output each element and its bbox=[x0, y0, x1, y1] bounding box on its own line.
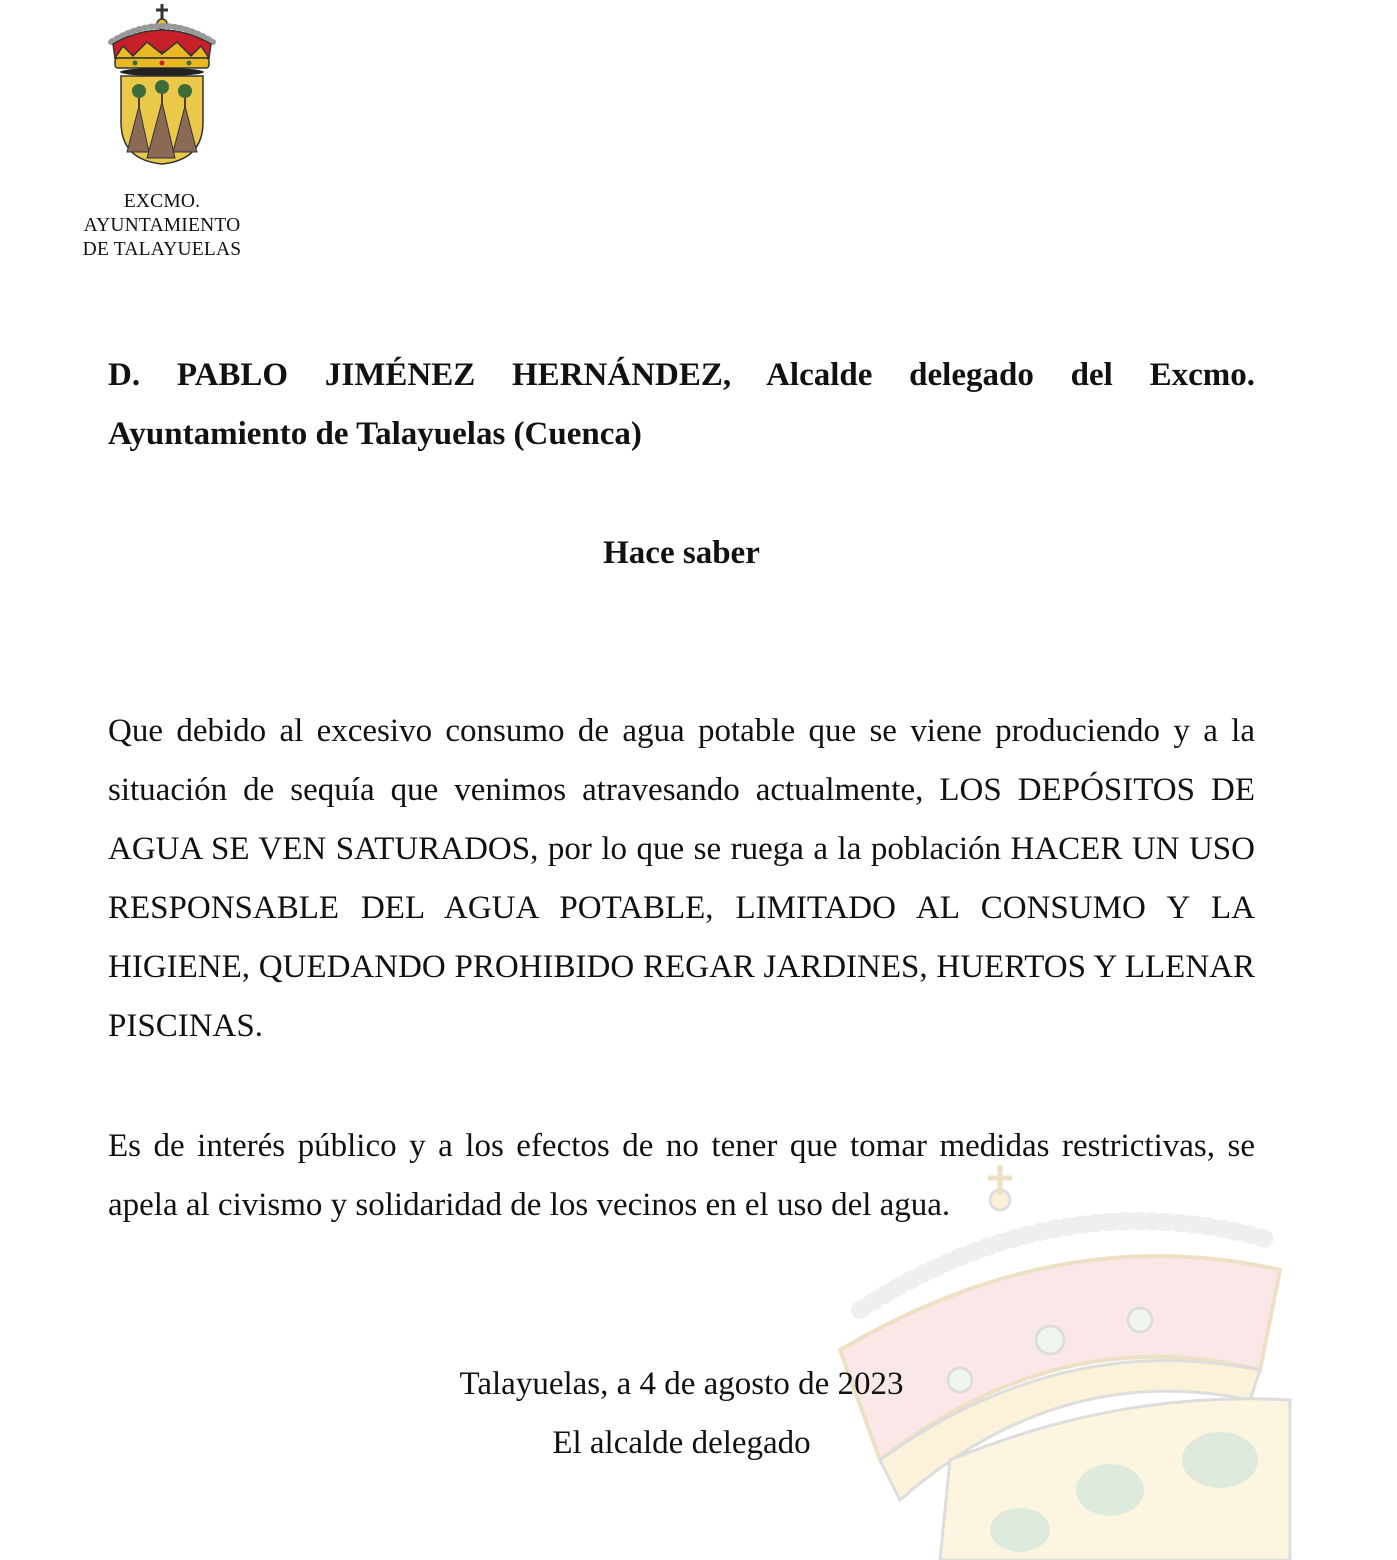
coat-of-arms-logo bbox=[105, 2, 219, 168]
signatory: El alcalde delegado bbox=[552, 1425, 811, 1461]
notice-paragraph-1: Que debido al excesivo consumo de agua potable que se viene produciendo y a la situación de sequía que venimos atravesando actualmente, LOS DEPÓSITOS DE AGUA SE VEN SATURADOS, por lo que se ruega a la población HACER UN USO RESPONSABLE DEL AGUA POTABLE, LIMITADO AL CONSUMO Y LA HIGIENE, QUEDANDO PROHIBIDO REGAR JARDINES, HUERTOS Y LLENAR PISCINAS. bbox=[108, 713, 1255, 1044]
institution-name bbox=[60, 190, 264, 262]
notice-paragraph-2: Es de interés público y a los efectos de no tener que tomar medidas restrictivas, se apela al civismo y solidaridad de los vecinos en el uso del agua. bbox=[108, 1128, 1255, 1223]
place-date: Talayuelas, a 4 de agosto de 2023 bbox=[459, 1366, 904, 1402]
institution-line-3: DE TALAYUELAS bbox=[82, 239, 242, 260]
institution-line-1: EXCMO. bbox=[123, 191, 201, 212]
notice-title: Hace saber bbox=[603, 535, 760, 571]
institution-line-2: AYUNTAMIENTO bbox=[83, 215, 241, 236]
notice-heading: D. PABLO JIMÉNEZ HERNÁNDEZ, Alcalde delegado del Excmo. Ayuntamiento de Talayuelas (Cuenca) bbox=[108, 357, 1255, 452]
signature-block bbox=[108, 1355, 1255, 1473]
